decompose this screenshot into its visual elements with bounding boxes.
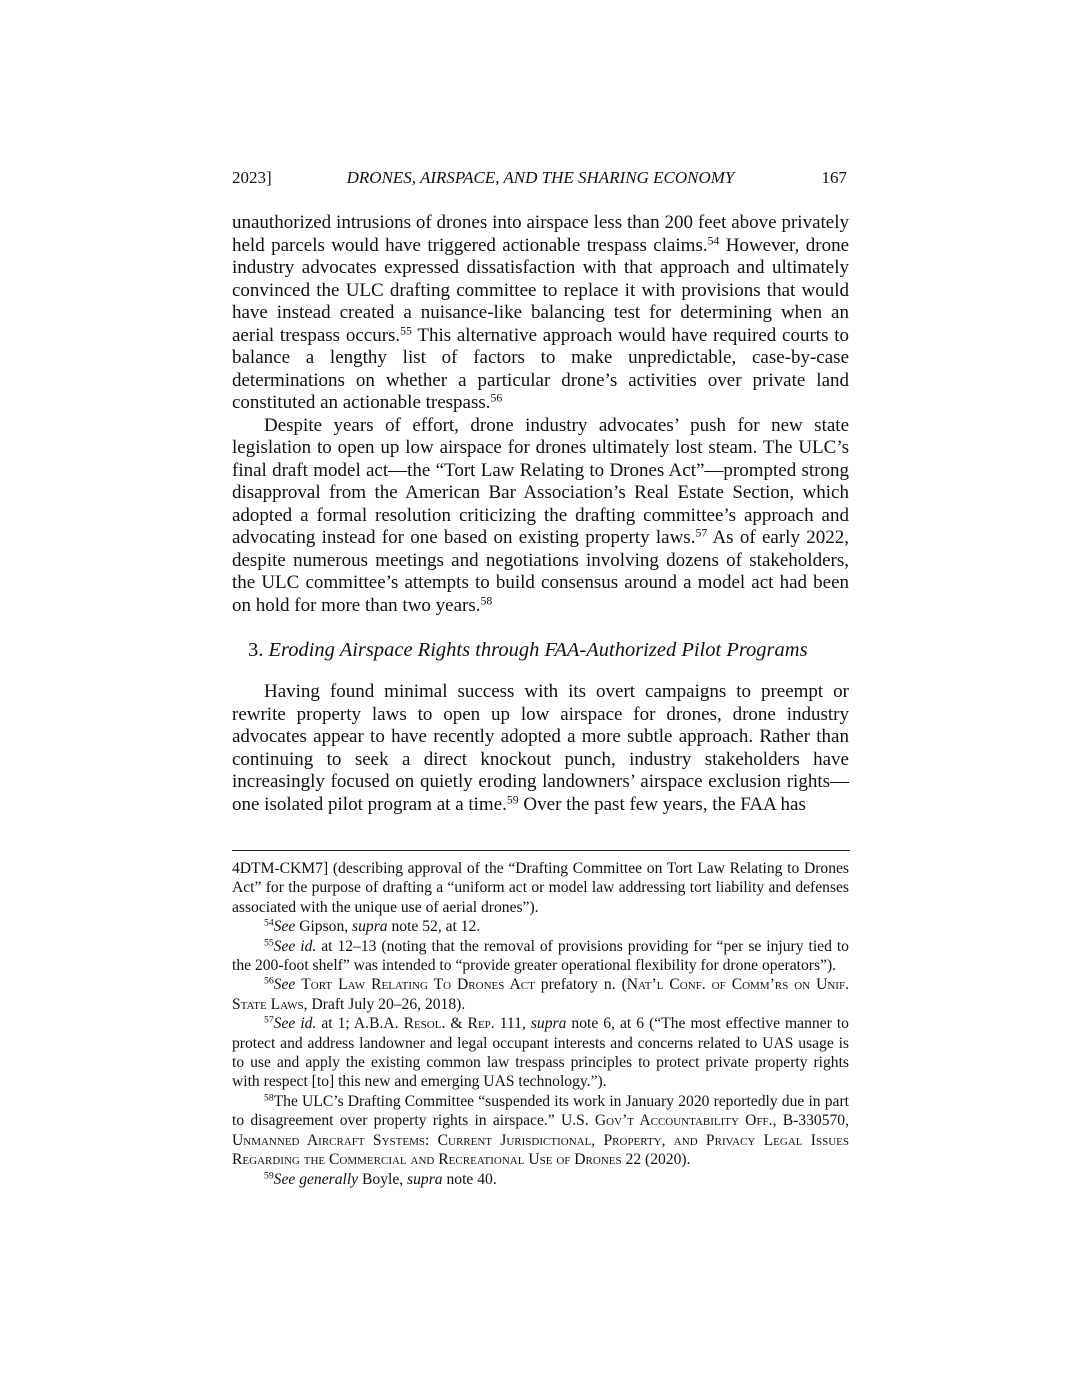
- footnote-marker: 56: [264, 976, 274, 988]
- text-run: 4DTM-CKM7] (describing approval of the “Drafting Committee on Tort Law Relating to Drones Act” for the purpose of drafting a “uniform act or model law addressing tort liability and defenses associated with the unique use of aerial drones”).: [232, 860, 849, 916]
- footnote-marker: 56: [490, 391, 503, 405]
- text-run: supra: [407, 1170, 443, 1188]
- text-run: Unmanned Aircraft Systems: Current Jurisdictional, Property, and Privacy Legal Issues Regarding the Commercial and Recreational Use of Drones: [232, 1131, 849, 1169]
- text-run: note 40.: [442, 1170, 497, 1188]
- footnote: [232, 859, 849, 917]
- text-run: supra: [530, 1015, 567, 1033]
- text-run: See id.: [273, 1015, 317, 1033]
- text-run: This alternative approach would have required courts to balance a lengthy list of factors to make unpredictable, case-by-case determinations on whether a particular drone’s activities over private land constituted an actionable trespass.: [232, 324, 849, 413]
- footnote: [232, 1170, 849, 1189]
- section-title: Eroding Airspace Rights through FAA-Authorized Pilot Programs: [268, 639, 808, 661]
- body-paragraph: [232, 212, 849, 415]
- footnote: [232, 937, 849, 976]
- footnotes: [232, 859, 849, 1189]
- text-run: Nat’l Conf. of Comm’rs on Unif. State Laws: [232, 976, 849, 1013]
- text-run: Gov’t Accountability Off.: [594, 1112, 773, 1130]
- text-run: Tort Law Relating To Drones Act: [301, 976, 535, 994]
- footnote: [232, 1092, 849, 1170]
- text-run: See generally: [273, 1170, 359, 1188]
- text-run: Having found minimal success with its overt campaigns to preempt or rewrite property laws to open up low airspace for drones, drone industry advocates appear to have recently adopted a more subtle approach. Rather than continuing to seek a direct knockout punch, industry stakeholders have increasingly focused on quietly eroding landowners’ airspace exclusion rights—one isolated pilot program at a time.: [232, 681, 849, 815]
- text-run: unauthorized intrusions of drones into airspace less than 200 feet above privately held parcels would have triggered actionable trespass claims.: [232, 212, 849, 256]
- text-run: prefatory n. (: [534, 976, 627, 994]
- text-run: Resol.: [403, 1015, 446, 1033]
- body-paragraph: [232, 681, 849, 816]
- section-number: 3.: [248, 639, 269, 661]
- footnote-marker: 55: [264, 937, 274, 949]
- text-run: note 6, at 6 (“The most effective manner to protect and address landowner and legal occupant interests and concerns related to UAS usage is to use and apply the existing common law trespass principles to protect private property rights with respect [to] this new and emerging UAS technology.”).: [232, 1015, 849, 1091]
- running-header: [232, 168, 849, 192]
- text-run: &: [445, 1015, 468, 1033]
- text-run: 22 (2020).: [621, 1151, 691, 1169]
- footnote-marker: 59: [506, 793, 519, 807]
- text-run: Rep.: [467, 1015, 495, 1033]
- header-title: DRONES, AIRSPACE, AND THE SHARING ECONOMY: [346, 168, 735, 187]
- header-year: 2023]: [232, 168, 272, 187]
- text-run: , Draft July 20–26, 2018).: [303, 995, 466, 1013]
- text-run: Over the past few years, the FAA has: [518, 793, 806, 815]
- text-run: at 12–13 (noting that the removal of provisions providing for “per se injury tied to the 200-foot shelf” was intended to “provide greater operational flexibility for drone operators”).: [232, 937, 849, 975]
- footnote-marker: 55: [400, 324, 412, 338]
- footnote-divider: [232, 850, 850, 851]
- footnote-marker: 57: [695, 526, 708, 540]
- body-paragraph: [232, 415, 849, 618]
- text-run: note 52, at 12.: [387, 918, 481, 936]
- text-run: , B-330570,: [772, 1112, 849, 1130]
- text-run: at 1; A.B.A.: [316, 1015, 404, 1033]
- text-run: Boyle,: [358, 1170, 408, 1188]
- footnote-marker: 58: [480, 594, 493, 608]
- text-run: Despite years of effort, drone industry advocates’ push for new state legislation to open up low airspace for drones ultimately lost steam. The ULC’s final draft model act—the “Tort Law Relating to Drones Act”—prompted strong disapproval from the American Bar Association’s Real Estate Section, which adopted a formal resolution criticizing the drafting committee’s approach and advocating instead for one based on existing property laws.: [232, 414, 849, 548]
- text-run: Gipson,: [295, 918, 353, 936]
- footnote: [232, 917, 849, 936]
- section-heading: [248, 637, 849, 663]
- text-run: See: [273, 918, 296, 936]
- text-run: However, drone industry advocates expressed dissatisfaction with that approach and ultimately convinced the ULC drafting committee to replace it with provisions that would have instead created a nuisance-like balancing test for determining when an aerial trespass occurs.: [232, 234, 849, 346]
- footnote: [232, 975, 849, 1014]
- footnote-marker: 54: [707, 234, 720, 248]
- text-run: 111,: [494, 1015, 531, 1033]
- footnote-marker: 59: [264, 1170, 274, 1182]
- footnote-marker: 58: [264, 1092, 274, 1104]
- text-run: See id.: [273, 937, 317, 955]
- footnote: [232, 1014, 849, 1092]
- text-run: supra: [352, 918, 388, 936]
- footnote-marker: 57: [264, 1014, 274, 1026]
- text-run: As of early 2022, despite numerous meetings and negotiations involving dozens of stakeholders, the ULC committee’s attempts to build consensus around a model act had been on hold for more than two years.: [232, 527, 849, 616]
- text-run: See: [273, 976, 296, 994]
- footnote-marker: 54: [264, 917, 274, 929]
- page-number: 167: [821, 168, 847, 187]
- body-text: [232, 212, 849, 816]
- text-run: The ULC’s Drafting Committee “suspended its work in January 2020 reportedly due in part to disagreement over property rights in airspace.” U.S.: [232, 1092, 849, 1130]
